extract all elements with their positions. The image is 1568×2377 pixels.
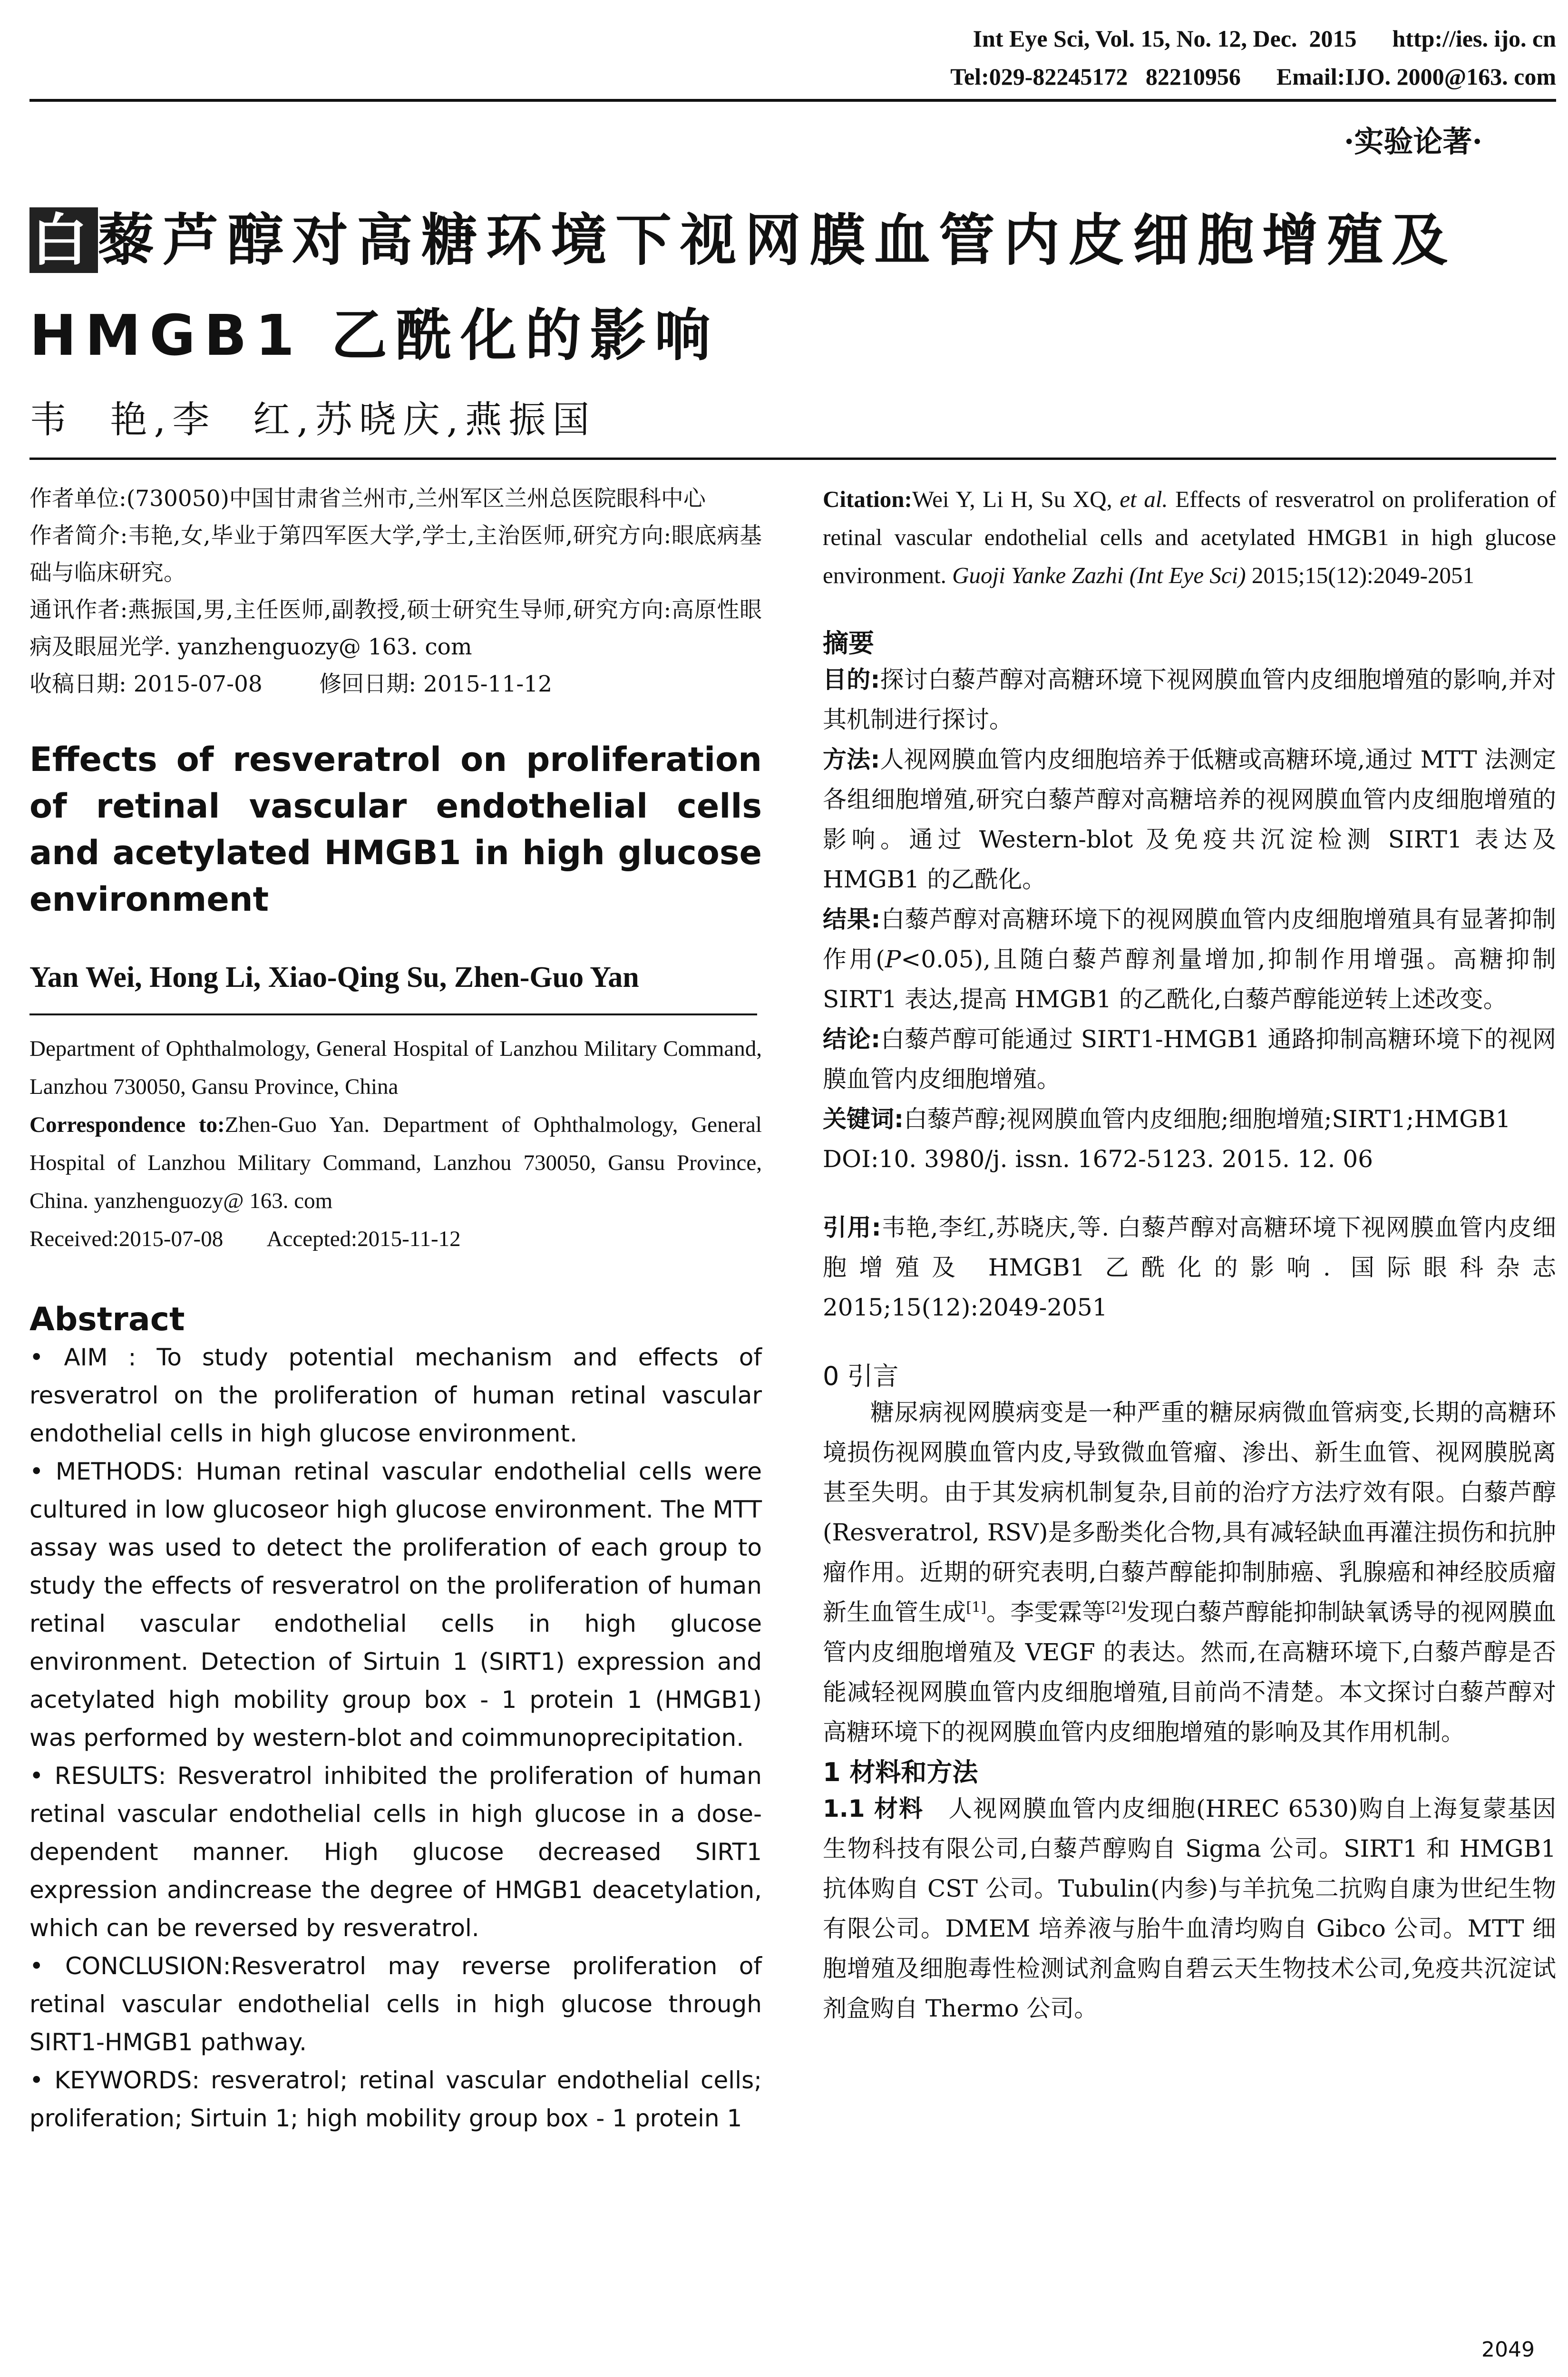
citation-authors: Wei Y, Li H, Su XQ, [912, 486, 1112, 512]
citation-volume: 2015;15(12):2049-2051 [1251, 562, 1474, 588]
method-label: 方法: [823, 746, 880, 773]
materials-paragraph [823, 1789, 1556, 2028]
title-text: 藜芦醇对高糖环境下视网膜血管内皮细胞增殖及HMGB1 乙酰化的影响 [29, 207, 1457, 368]
result-text-a: 白藜芦醇对高糖环境下的视网膜血管内皮细胞增殖具有显著抑制作用( [823, 906, 1557, 973]
citation-label: Citation: [823, 486, 912, 512]
abstract-cn-heading: 摘要 [823, 628, 874, 658]
received-en: Received:2015-07-08 Accepted:2015-11-12 [29, 1227, 461, 1251]
kw-text: 白藜芦醇;视网膜血管内皮细胞;细胞增殖;SIRT1;HMGB1 [904, 1105, 1511, 1133]
intro-text-b: 。李雯霖等 [986, 1598, 1106, 1626]
correspondence-text: Zhen-Guo Yan. Department of Ophthalmology, General Hospital of Lanzhou Military Command, Lanzhou 730050, Gansu Province, China. yanzhenguozy@ 163. com [29, 1112, 762, 1213]
citation-etal: et al. [1120, 486, 1168, 512]
abstract-cn-keywords [823, 1099, 1556, 1139]
abstract-methods [29, 1452, 762, 1757]
conc-text: 白藜芦醇可能通过 SIRT1-HMGB1 通路抑制高糖环境下的视网膜血管内皮细胞增殖。 [823, 1025, 1556, 1093]
conclusion-text: Resveratrol may reverse proliferation of retinal vascular endothelial cells in high glucose through SIRT1-HMGB1 pathway. [29, 1952, 762, 2056]
section-tag: ·实验论著· [1344, 124, 1482, 159]
aim-label: • AIM : [29, 1344, 136, 1371]
results-text: Resveratrol inhibited the proliferation of human retinal vascular endothelial cells in high glucose in a dose-dependent manner. High glucose decreased SIRT1 expression andincrease the degree of HMGB1 deacetylation, which can be reversed by resveratrol. [29, 1762, 762, 1942]
citation-journal: Guoji Yanke Zazhi (Int Eye Sci) [952, 562, 1246, 588]
intro-ref-2: [2] [1106, 1599, 1126, 1616]
left-column [29, 480, 762, 2137]
doi: DOI:10. 3980/j. issn. 1672-5123. 2015. 12. 06 [823, 1145, 1373, 1173]
results-label: • RESULTS: [29, 1762, 166, 1790]
article-title-cn [29, 193, 1556, 383]
result-p-symbol: P [885, 945, 901, 973]
department-en: Department of Ophthalmology, General Hospital of Lanzhou Military Command, Lanzhou 730050, Gansu Province, China [29, 1036, 762, 1099]
journal-info-line: Int Eye Sci, Vol. 15, No. 12, Dec. 2015 http://ies. ijo. cn [973, 25, 1556, 52]
title-divider [29, 458, 1556, 460]
abstract-keywords [29, 2061, 762, 2137]
journal-header [29, 19, 1556, 102]
materials-text: 人视网膜血管内皮细胞(HREC 6530)购自上海复蒙基因生物科技有限公司,白藜芦醇购自 Sigma 公司。SIRT1 和 HMGB1 抗体购自 CST 公司。Tubulin(内参)与羊抗兔二抗购自康为世纪生物有限公司。DMEM 培养液与胎牛血清均购自 Gibco 公司。MTT 细胞增殖及细胞毒性检测试剂盒购自碧云天生物技术公司,免疫共沉淀试剂盒购自 Thermo 公司。 [823, 1795, 1556, 2022]
cite-label: 引用: [823, 1214, 881, 1241]
intro-ref-1: [1] [966, 1599, 986, 1616]
result-label: 结果: [823, 906, 881, 933]
abstract-results [29, 1757, 762, 1947]
kw-label: 关键词: [823, 1105, 904, 1133]
authors-en: Yan Wei, Hong Li, Xiao-Qing Su, Zhen-Guo Yan [29, 961, 639, 994]
conc-label: 结论: [823, 1025, 881, 1053]
authors-cn: 韦 艳,李 红,苏晓庆,燕振国 [29, 399, 596, 441]
aim-text: To study potential mechanism and effects of resveratrol on the proliferation of human retinal vascular endothelial cells in high glucose environment. [29, 1344, 762, 1447]
header-divider [29, 99, 1556, 102]
intro-text-a: 糖尿病视网膜病变是一种严重的糖尿病微血管病变,长期的高糖环境损伤视网膜血管内皮,导致微血管瘤、渗出、新生血管、视网膜脱离甚至失明。由于其发病机制复杂,目前的治疗方法疗效有限。白藜芦醇(Resveratrol, RSV)是多酚类化合物,具有减轻缺血再灌注损伤和抗肿瘤作用。近期的研究表明,白藜芦醇能抑制肺癌、乳腺癌和神经胶质瘤新生血管生成 [823, 1399, 1556, 1626]
intro-paragraph [823, 1393, 1556, 1752]
correspondence-cn: 通讯作者:燕振国,男,主任医师,副教授,硕士研究生导师,研究方向:高原性眼病及眼屈光学. yanzhenguozy@ 163. com [29, 597, 762, 660]
intro-heading: 0 引言 [823, 1361, 899, 1391]
methods-heading: 1 材料和方法 [823, 1757, 978, 1787]
citation-en [823, 480, 1556, 594]
objective-text: 探讨白藜芦醇对高糖环境下视网膜血管内皮细胞增殖的影响,并对其机制进行探讨。 [823, 666, 1556, 733]
keywords-text: resveratrol; retinal vascular endothelial cells; proliferation; Sirtuin 1; high mobility group box - 1 protein 1 [29, 2066, 762, 2132]
methods-text: Human retinal vascular endothelial cells were cultured in low glucoseor high glucose environment. The MTT assay was used to detect the proliferation of each group to study the effects of resveratrol on the proliferation of human retinal vascular endothelial cells in high glucose environment. Detection of Sirtuin 1 (SIRT1) expression and acetylated high mobility group box - 1 protein 1 (HMGB1) was performed by western-blot and coimmunoprecipitation. [29, 1458, 762, 1752]
intro-text-c: 发现白藜芦醇能抑制缺氧诱导的视网膜血管内皮细胞增殖及 VEGF 的表达。然而,在高糖环境下,白藜芦醇是否能减轻视网膜血管内皮细胞增殖,目前尚不清楚。本文探讨白藜芦醇对高糖环境下的视网膜血管内皮细胞增殖的影响及其作用机制。 [823, 1598, 1557, 1746]
materials-label: 1.1 材料 [823, 1795, 924, 1822]
abstract-cn-objective [823, 660, 1556, 740]
author-unit: 作者单位:(730050)中国甘肃省兰州市,兰州军区兰州总医院眼科中心 [29, 486, 706, 512]
right-column [823, 480, 1556, 2028]
page-number: 2049 [1481, 2338, 1535, 2362]
result-text-b: <0.05),且随白藜芦醇剂量增加,抑制作用增强。高糖抑制 SIRT1 表达,提高 HMGB1 的乙酰化,白藜芦醇能逆转上述改变。 [823, 945, 1556, 1013]
methods-label: • METHODS: [29, 1458, 184, 1485]
cite-text: 韦艳,李红,苏晓庆,等. 白藜芦醇对高糖环境下视网膜血管内皮细胞增殖及 HMGB1 乙酰化的影响. 国际眼科杂志 2015;15(12):2049-2051 [823, 1214, 1556, 1321]
abstract-conclusion [29, 1947, 762, 2061]
abstract-heading: Abstract [29, 1301, 185, 1338]
author-intro: 作者简介:韦艳,女,毕业于第四军医大学,学士,主治医师,研究方向:眼底病基础与临床研究。 [29, 523, 762, 586]
abstract-cn-conclusion [823, 1019, 1556, 1099]
title-mark: 白 [29, 207, 98, 273]
keywords-label: • KEYWORDS: [29, 2066, 200, 2094]
dates-cn: 收稿日期: 2015-07-08 修回日期: 2015-11-12 [29, 671, 553, 697]
abstract-aim [29, 1338, 762, 1452]
objective-label: 目的: [823, 666, 880, 693]
cite-cn [823, 1208, 1556, 1327]
correspondence-en [29, 1106, 762, 1220]
method-text: 人视网膜血管内皮细胞培养于低糖或高糖环境,通过 MTT 法测定各组细胞增殖,研究白藜芦醇对高糖培养的视网膜血管内皮细胞增殖的影响。通过 Western-blot 及免疫共沉淀检测 SIRT1 表达及 HMGB1 的乙酰化。 [823, 746, 1556, 893]
abstract-cn-method [823, 740, 1556, 899]
correspondence-label: Correspondence to: [29, 1112, 225, 1137]
citation-title: Effects of resveratrol on proliferation of retinal vascular endothelial cells and acetylated HMGB1 in high glucose environment. [823, 486, 1556, 588]
conclusion-label: • CONCLUSION: [29, 1952, 231, 1980]
article-title-en: Effects of resveratrol on proliferation of retinal vascular endothelial cells and acetylated HMGB1 in high glucose environment [29, 740, 762, 919]
journal-contact-line: Tel:029-82245172 82210956 Email:IJO. 2000@163. com [950, 63, 1556, 90]
abstract-cn-result [823, 899, 1556, 1019]
